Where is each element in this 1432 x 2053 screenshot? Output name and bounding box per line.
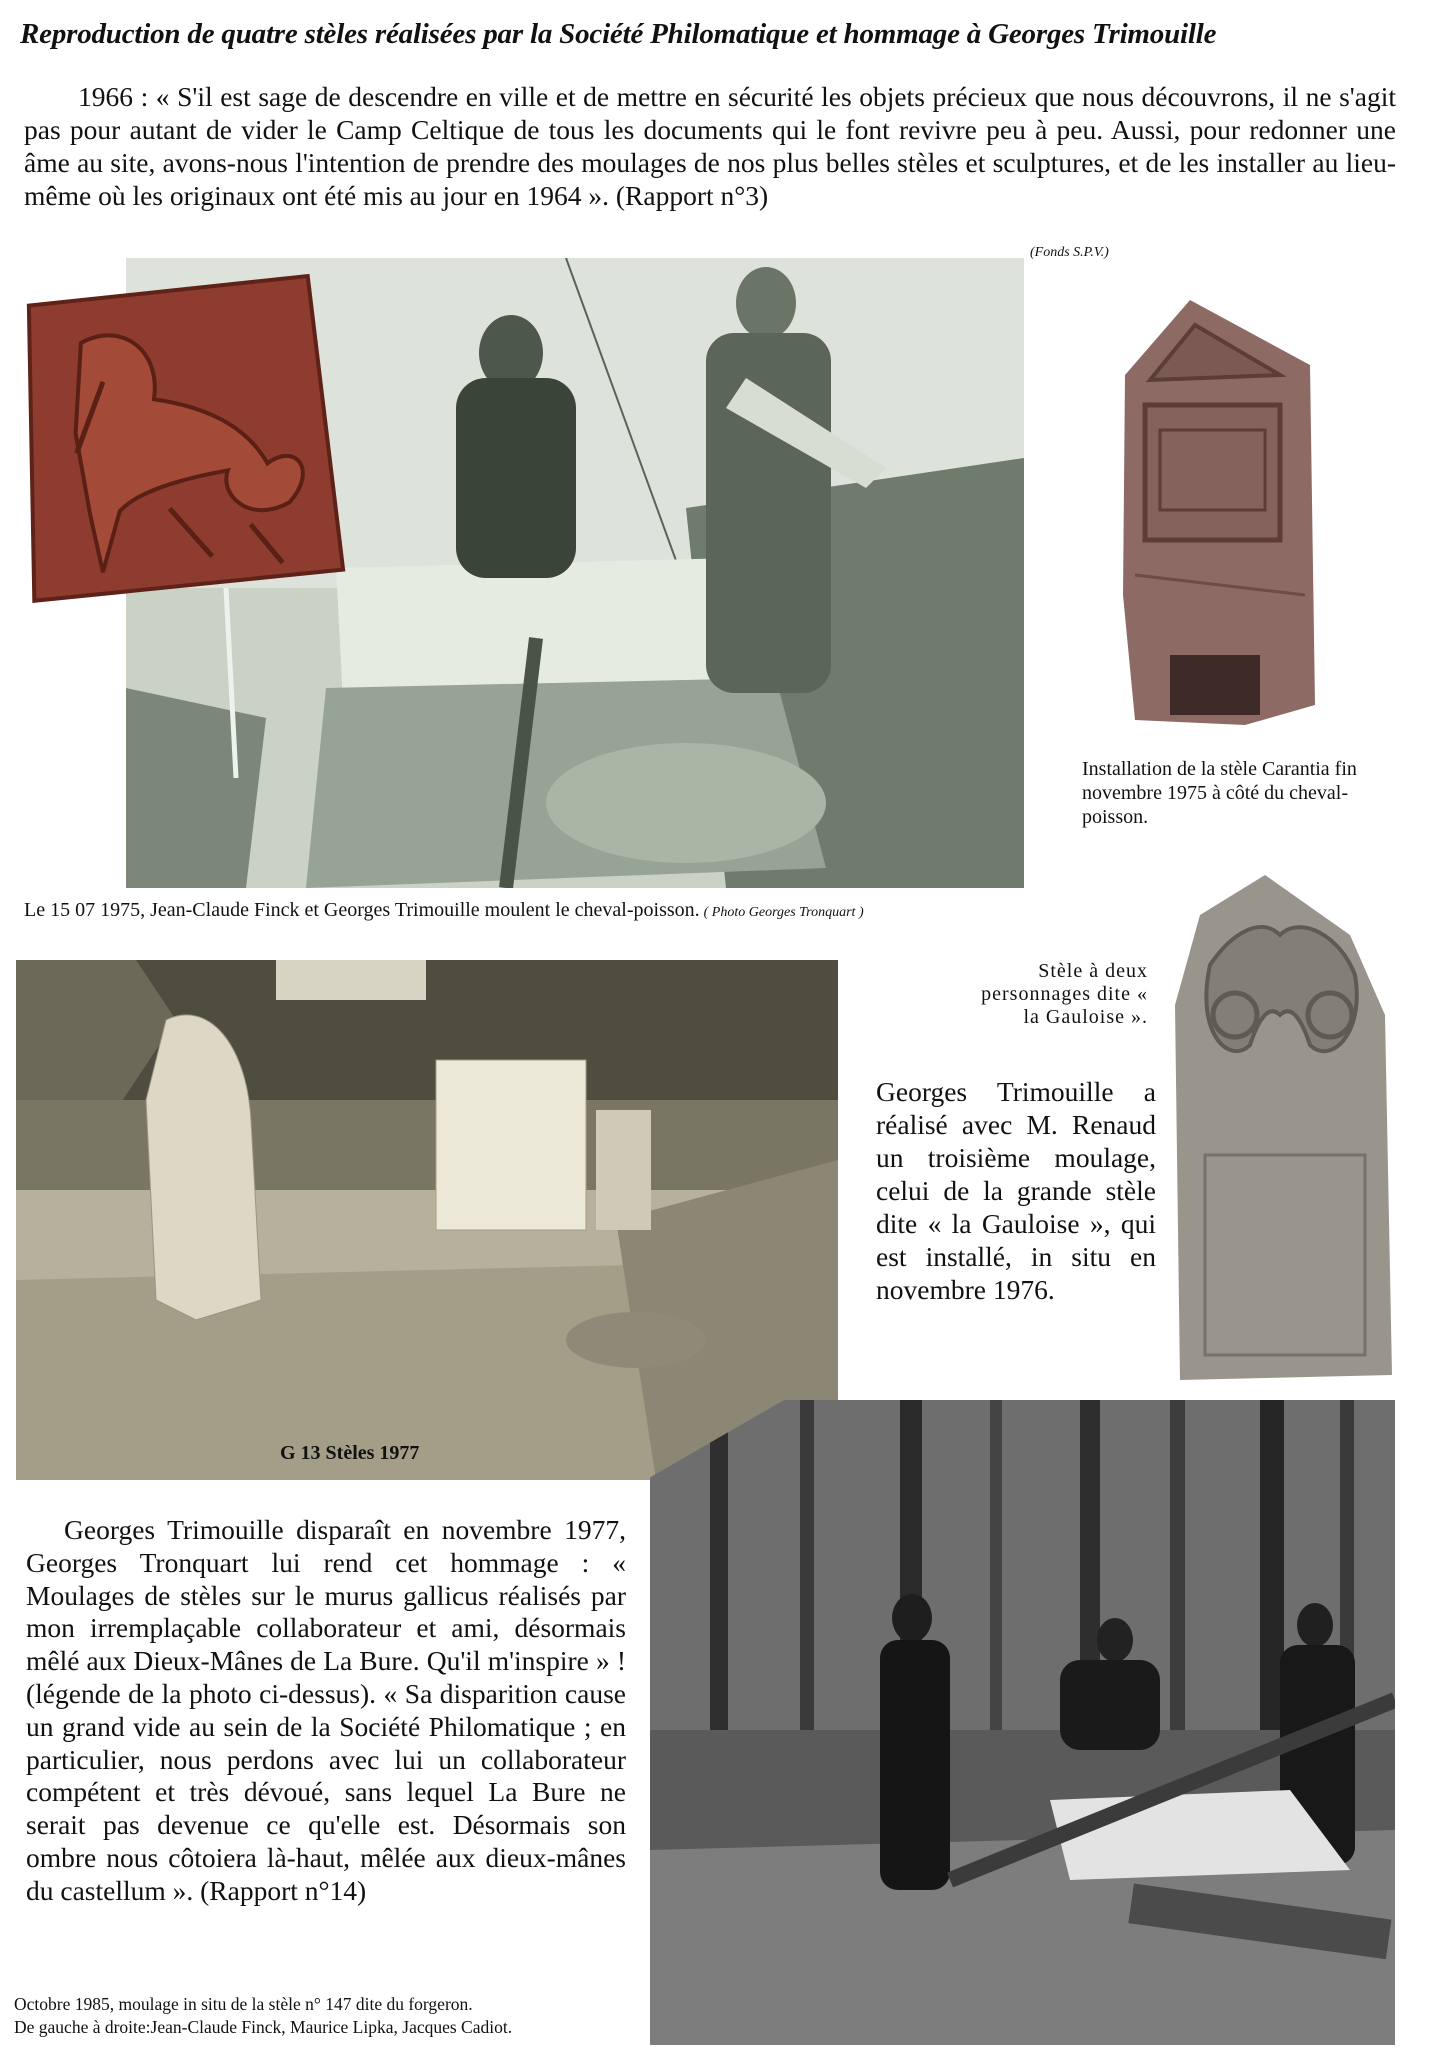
photo-credit-tronquart: ( Photo Georges Tronquart ) [703, 905, 864, 920]
intro-paragraph [24, 80, 1396, 212]
hommage-paragraph [26, 1514, 626, 1908]
caption-gauloise: Stèle à deux personnages dite « la Gauloise ». [981, 960, 1148, 1028]
fonds-credit: (Fonds S.P.V.) [1030, 245, 1109, 260]
page-title: Reproduction de quatre stèles réalisées par la Société Philomatique et hommage à Georges Trimouille [20, 18, 1217, 50]
photo-moulage-forgeron-1985 [650, 1400, 1395, 2045]
caption-moulage-1975-line [24, 898, 864, 922]
caption-moulage-1975: Le 15 07 1975, Jean-Claude Finck et Georges Trimouille moulent le cheval-poisson. [24, 899, 700, 921]
caption-forgeron-line2: De gauche à droite:Jean-Claude Finck, Maurice Lipka, Jacques Cadiot. [14, 2017, 513, 2037]
gauloise-paragraph: Georges Trimouille a réalisé avec M. Renaud un troisième moulage, celui de la grande stèle dite « la Gauloise », qui est installé, in situ en novembre 1976. [876, 1076, 1156, 1305]
photo-stele-cheval-poisson [8, 270, 349, 607]
caption-forgeron [14, 1993, 654, 2039]
hommage-text: Georges Trimouille disparaît en novembre 1977, Georges Tronquart lui rend cet hommage : « Moulages de stèles sur le murus gallicus réalisés par mon irremplaçable collaborateur et ami, désormais mêlé aux Dieux-Mânes de La Bure. Qu'il m'inspire » ! (légende de la photo ci-dessus). « Sa disparition cause un grand vide au sein de la Société Philomatique ; en particulier, nous perdons avec lui un collaborateur compétent et très dévoué, sans lequel La Bure ne serait pas devenue ce qu'elle est. Désormais son ombre nous côtoiera là-haut, mêlée aux dieux-mânes du castellum ». (Rapport n°14) [26, 1514, 626, 1906]
intro-text: : « S'il est sage de descendre en ville et de mettre en sécurité les objets précieux que nous découvrons, il ne s'agit pas pour autant de vider le Camp Celtique de tous les documents qui le font revivre peu à peu. Aussi, pour redonner une âme au site, avons-nous l'intention de prendre des moulages de nos plus belles stèles et sculptures, et de les installer au lieu-même où les originaux ont été mis au jour en 1964 ». (Rapport n°3) [24, 81, 1396, 211]
intro-year: 1966 [78, 81, 133, 112]
photo-steles-1977 [16, 960, 838, 1480]
photo-stele-gauloise [1170, 875, 1392, 1385]
photo-stele-carantia [1115, 295, 1320, 727]
caption-forgeron-line1: Octobre 1985, moulage in situ de la stèle n° 147 dite du forgeron. [14, 1994, 473, 2014]
caption-carantia: Installation de la stèle Carantia fin novembre 1975 à côté du cheval-poisson. [1082, 758, 1357, 828]
g13-label: G 13 Stèles 1977 [280, 1442, 420, 1464]
